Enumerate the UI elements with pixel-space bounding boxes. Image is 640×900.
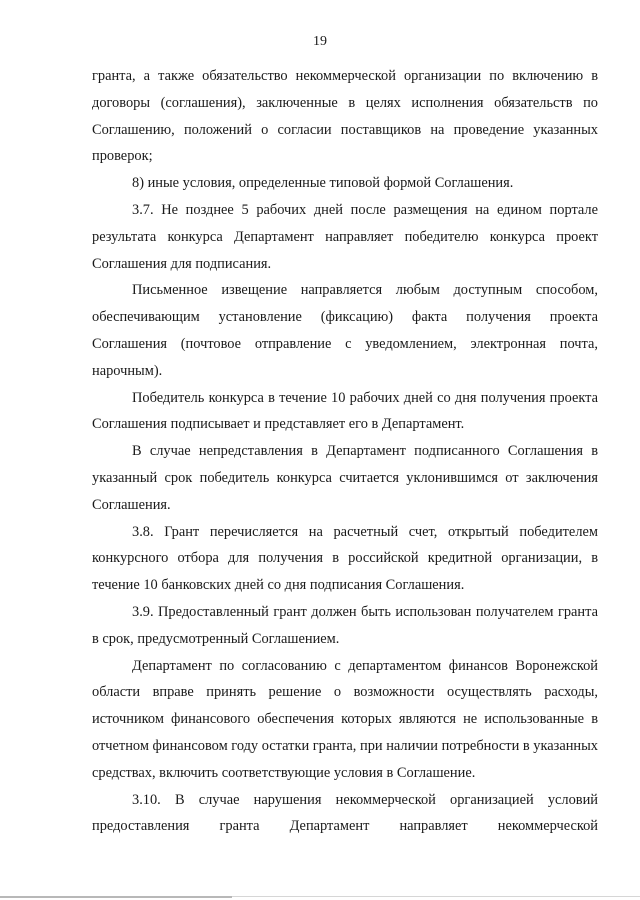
document-body — [92, 63, 598, 840]
paragraph-3-9: 3.9. Предоставленный грант должен быть использован получателем гранта в срок, предусмотренный Соглашением. — [92, 603, 598, 647]
scan-edge-line — [0, 896, 232, 898]
paragraph-non-submission: В случае непредставления в Департамент подписанного Соглашения в указанный срок победитель конкурса считается уклонившимся от заключения Соглашения. — [92, 443, 598, 513]
paragraph-winner-signing: Победитель конкурса в течение 10 рабочих дней со дня получения проекта Соглашения подписывает и представляет его в Департамент. — [92, 389, 598, 433]
paragraph-3-7: 3.7. Не позднее 5 рабочих дней после размещения на едином портале результата конкурса Департамент направляет победителю конкурса проект Соглашения для подписания. — [92, 201, 598, 272]
scan-edge-line-faint — [232, 896, 640, 897]
paragraph-department-decision: Департамент по согласованию с департаментом финансов Воронежской области вправе принять решение о возможности осуществлять расходы, источником финансового обеспечения которых являются не использованные в отчетном финансовом году остатки гранта, при наличии потребности в указанных средствах, включить соответствующие условия в Соглашение. — [92, 657, 598, 781]
paragraph-3-10: 3.10. В случае нарушения некоммерческой организацией условий предоставления гранта Департамент направляет некоммерческой — [92, 791, 598, 835]
page-number: 19 — [313, 34, 327, 49]
paragraph-item-8: 8) иные условия, определенные типовой формой Соглашения. — [132, 175, 514, 192]
paragraph-notice: Письменное извещение направляется любым доступным способом, обеспечивающим установление (фиксацию) факта получения проекта Соглашения (почтовое отправление с уведомлением, электронная почта, нарочным). — [92, 282, 598, 379]
paragraph-3-8: 3.8. Грант перечисляется на расчетный счет, открытый победителем конкурсного отбора для получения в российской кредитной организации, в течение 10 банковских дней со дня подписания Соглашения. — [92, 523, 598, 594]
paragraph-continuation: гранта, а также обязательство некоммерческой организации по включению в договоры (соглашения), заключенные в целях исполнения обязательств по Соглашению, положений о согласии поставщиков на проведение указанных проверок; — [92, 68, 598, 165]
